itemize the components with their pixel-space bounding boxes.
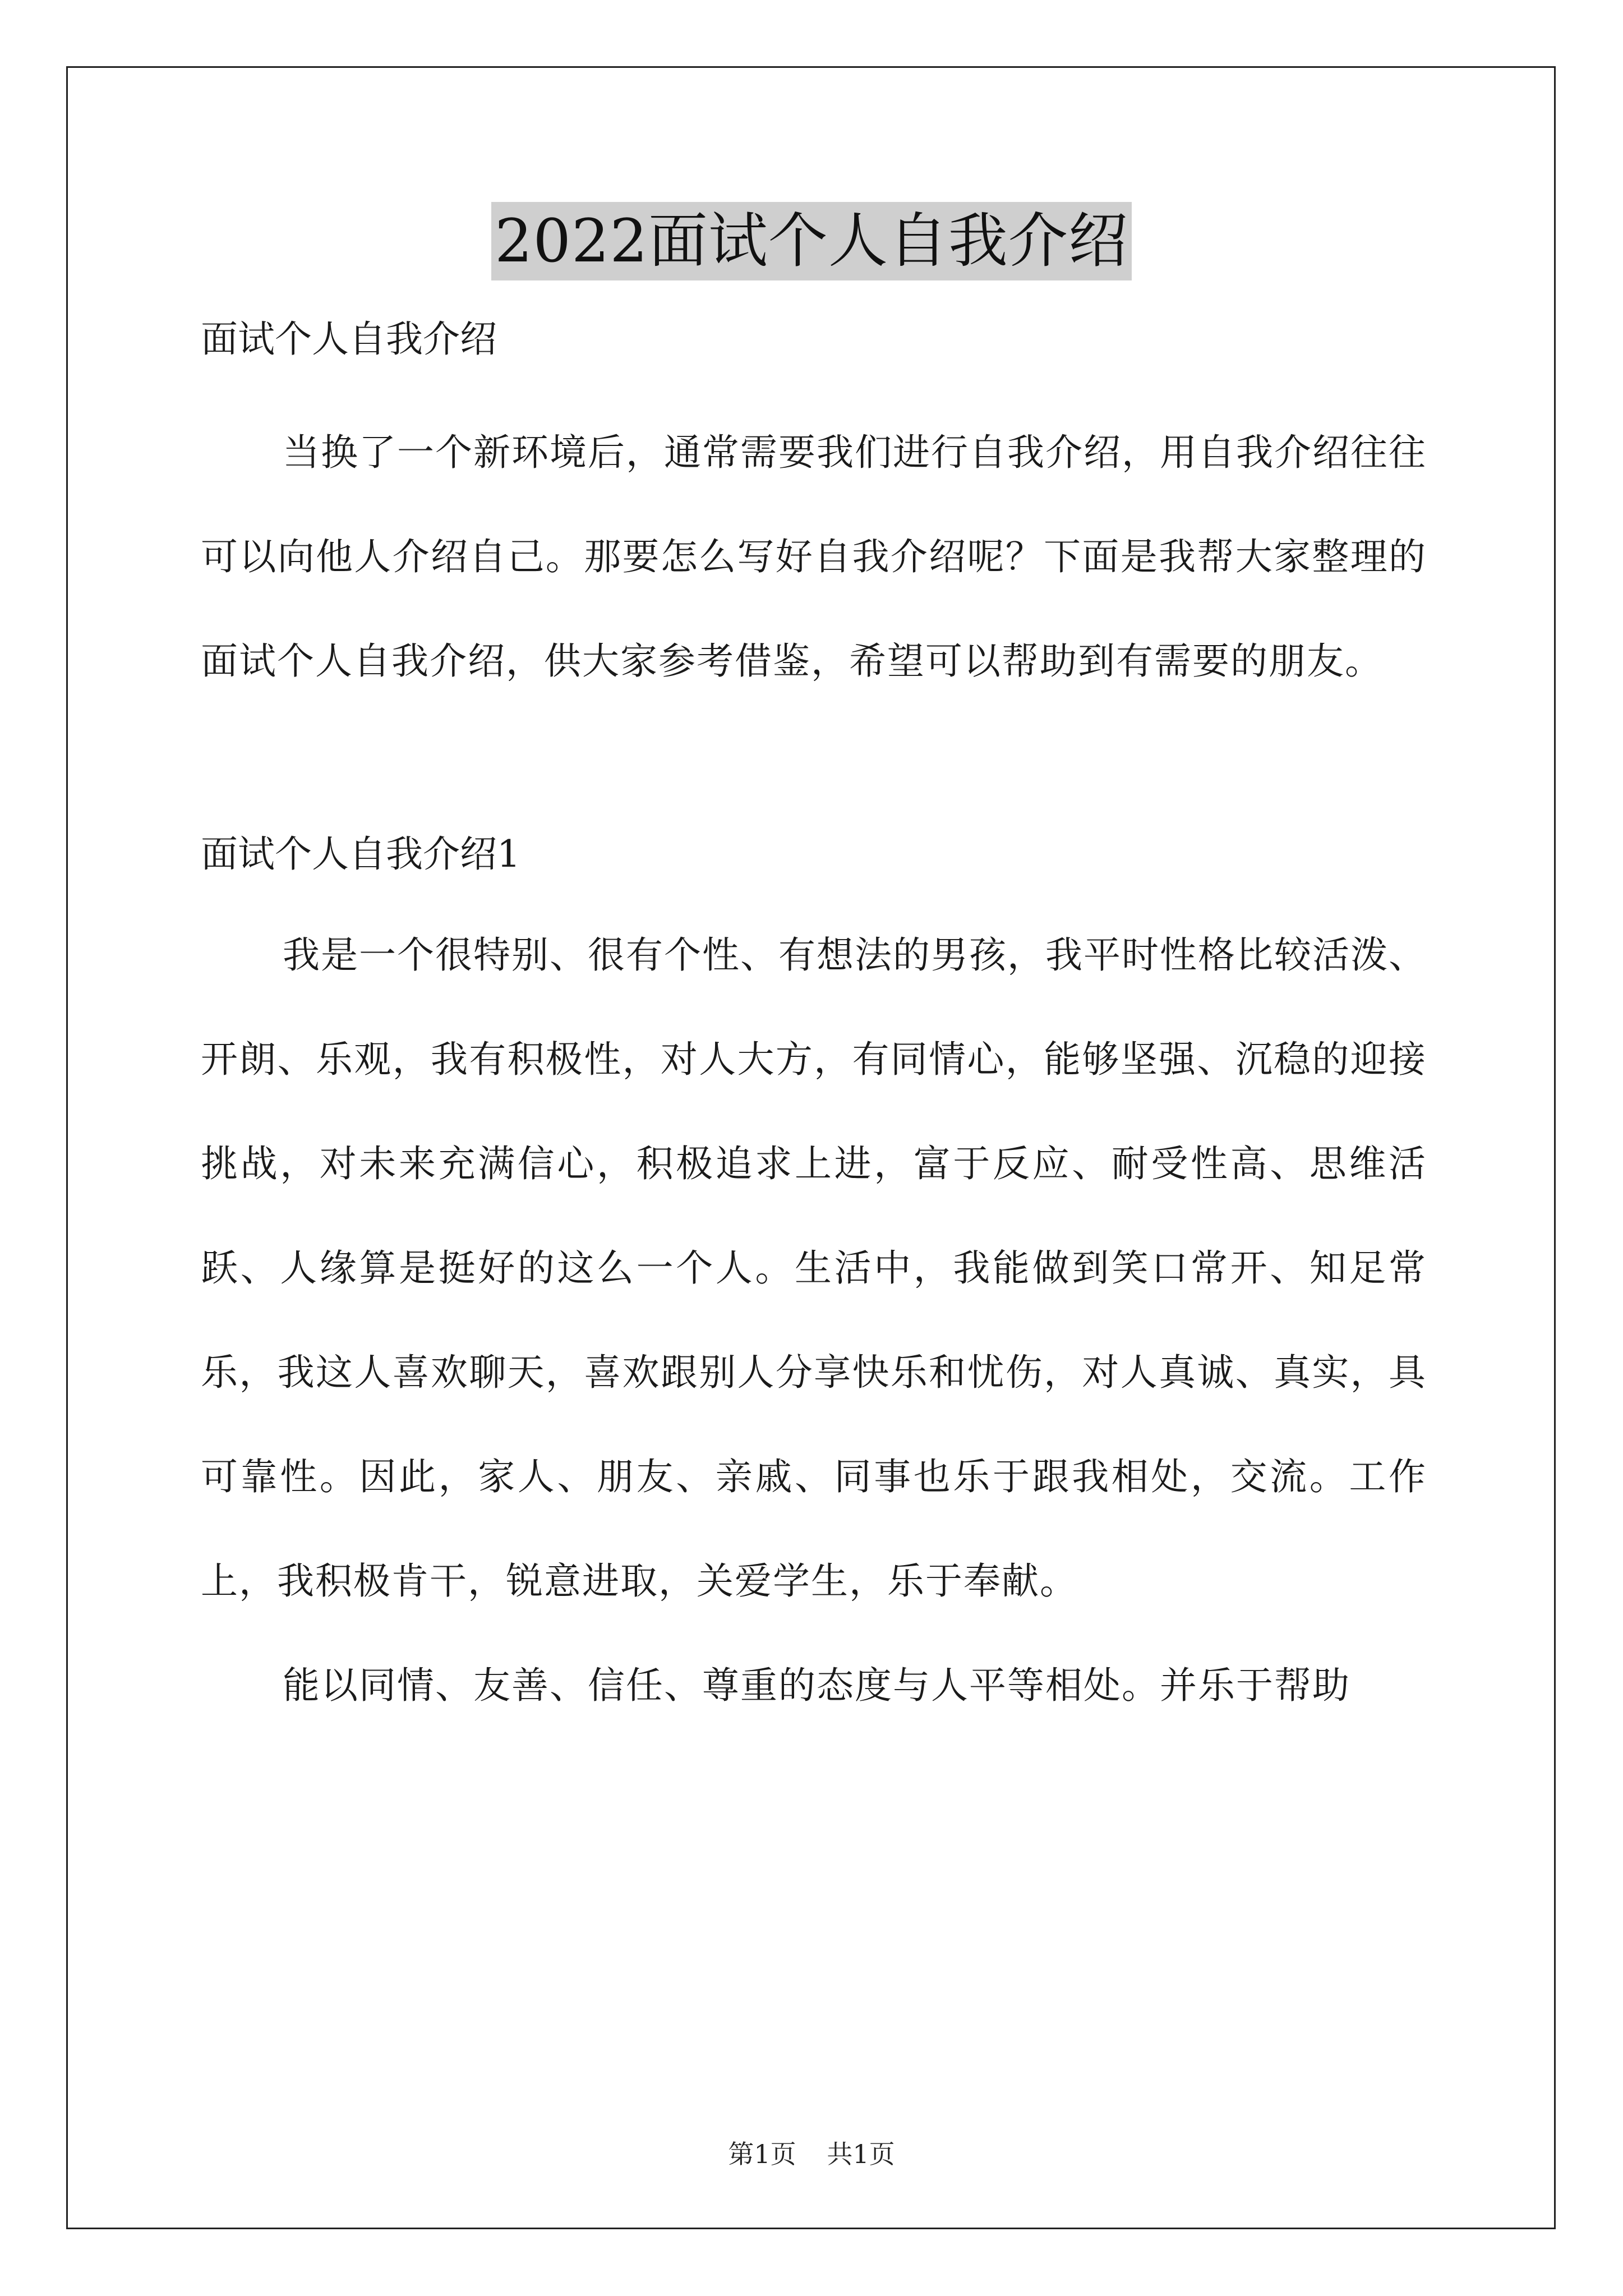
- document-body: [201, 314, 1427, 1738]
- intro-paragraph: 当换了一个新环境后，通常需要我们进行自我介绍，用自我介绍往往可以向他人介绍自己。那要怎么写好自我介绍呢？下面是我帮大家整理的面试个人自我介绍，供大家参考借鉴，希望可以帮助到有需要的朋友。: [201, 431, 1427, 683]
- section-paragraph-continued: 能以同情、友善、信任、尊重的态度与人平等相处。并乐于帮助: [283, 1664, 1350, 1707]
- title-container: [0, 202, 1623, 280]
- page-footer: [0, 2137, 1623, 2171]
- subtitle: 面试个人自我介绍: [201, 318, 497, 361]
- section-heading: 面试个人自我介绍1: [201, 832, 520, 876]
- page-total: 共1页: [827, 2139, 895, 2169]
- page-number: 第1页: [728, 2139, 796, 2169]
- section-paragraph: 我是一个很特别、很有个性、有想法的男孩，我平时性格比较活泼、开朗、乐观，我有积极性，对人大方，有同情心，能够坚强、沉稳的迎接挑战，对未来充满信心，积极追求上进，富于反应、耐受性高、思维活跃、人缘算是挺好的这么一个人。生活中，我能做到笑口常开、知足常乐，我这人喜欢聊天，喜欢跟别人分享快乐和忧伤，对人真诚、真实，具可靠性。因此，家人、朋友、亲戚、同事也乐于跟我相处，交流。工作上，我积极肯干，锐意进取，关爱学生，乐于奉献。: [201, 933, 1427, 1603]
- document-title: 2022面试个人自我介绍: [491, 202, 1132, 280]
